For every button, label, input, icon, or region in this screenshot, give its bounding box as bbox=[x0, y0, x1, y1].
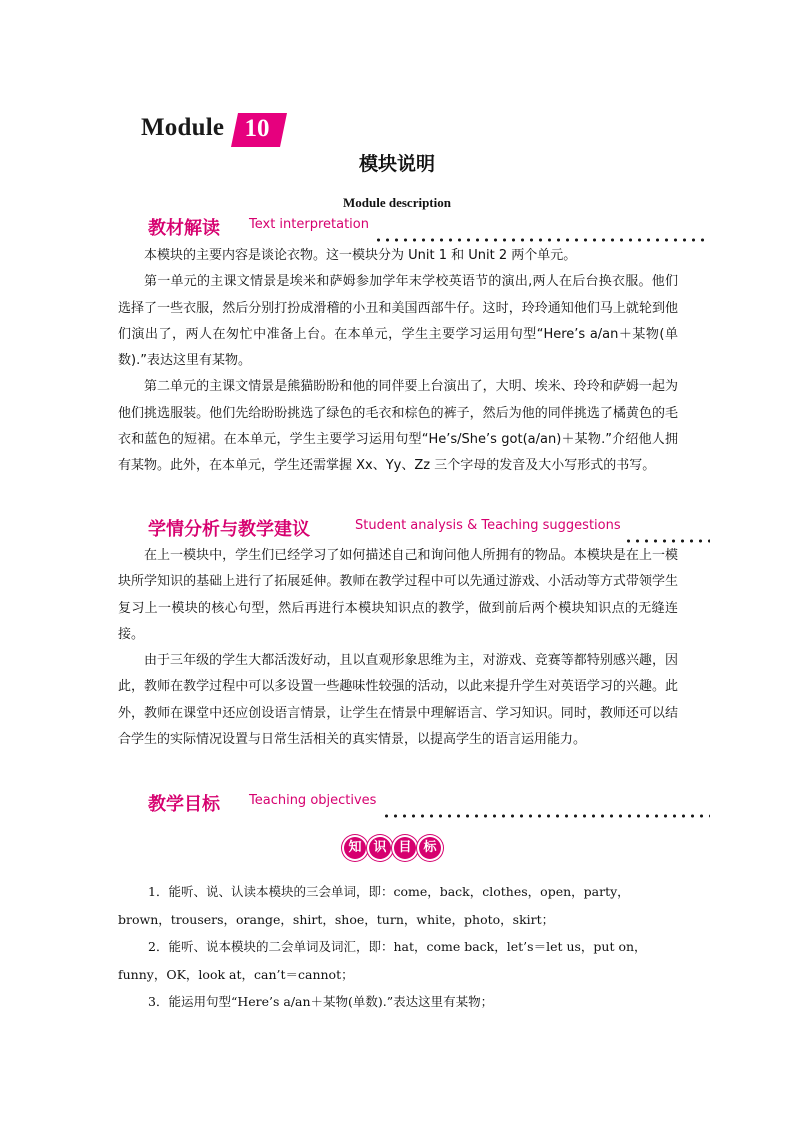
module-label: Module bbox=[141, 114, 225, 141]
module-number: 10 bbox=[244, 115, 270, 142]
paragraph: 第一单元的主课文情景是埃米和萨姆参加学年末学校英语节的演出,两人在后台换衣服。他们选择了一些衣服，然后分别打扮成滑稽的小丑和美国西部牛仔。这时，玲玲通知他们马上就轮到他们演出了，两人在匆忙中准备上台。在本单元，学生主要学习运用句型“Here’s a/an＋某物(单数).”表达这里有某物。 bbox=[118, 274, 678, 369]
dotted-divider bbox=[382, 814, 710, 818]
section-header-text-interpretation bbox=[148, 214, 710, 242]
objectives-list bbox=[118, 878, 678, 1016]
badge-char: 知 bbox=[344, 837, 366, 859]
student-analysis-body bbox=[118, 543, 678, 753]
paragraph: 在上一模块中，学生们已经学习了如何描述自己和询问他人所拥有的物品。本模块是在上一模块所学知识的基础上进行了拓展延伸。教师在教学过程中可以先通过游戏、小活动等方式带领学生复习上一模块的核心句型，然后再进行本模块知识点的教学，做到前后两个模块知识点的无缝连接。 bbox=[118, 548, 678, 642]
section-header-teaching-objectives bbox=[148, 790, 710, 818]
page-title: 模块说明 bbox=[358, 153, 435, 175]
objective-item: 2．能听、说本模块的二会单词及词汇，即：hat，come back，let’s＝let us，put on，funny，OK，look at，can’t＝cannot； bbox=[118, 939, 647, 982]
badge-char: 识 bbox=[369, 837, 391, 859]
page-subtitle: Module description bbox=[343, 195, 451, 210]
paragraph: 由于三年级的学生大都活泼好动，且以直观形象思维为主，对游戏、竞赛等都特别感兴趣，因此，教师在教学过程中可以多设置一些趣味性较强的活动，以此来提升学生对英语学习的兴趣。此外，教师在课堂中还应创设语言情景，让学生在情景中理解语言、学习知识。同时，教师还可以结合学生的实际情况设置与日常生活相关的真实情景，以提高学生的语言运用能力。 bbox=[118, 653, 678, 748]
section-title-en: Text interpretation bbox=[249, 217, 369, 232]
section-header-student-analysis bbox=[148, 515, 710, 543]
knowledge-objectives-badge bbox=[341, 837, 443, 865]
section-title-cn: 教材解读 bbox=[148, 218, 220, 239]
section-title-cn: 学情分析与教学建议 bbox=[148, 519, 310, 540]
text-interpretation-body bbox=[118, 243, 678, 480]
objective-item: 1．能听、说、认读本模块的三会单词，即：come，back，clothes，open，party，brown，trousers，orange，shirt，shoe，turn，white，photo，skirt； bbox=[118, 884, 630, 927]
objective-item: 3．能运用句型“Here’s a/an＋某物(单数).”表达这里有某物； bbox=[148, 994, 494, 1009]
badge-char: 标 bbox=[419, 837, 441, 859]
badge-char: 目 bbox=[394, 837, 416, 859]
dotted-divider bbox=[374, 238, 710, 242]
paragraph: 第二单元的主课文情景是熊猫盼盼和他的同伴要上台演出了，大明、埃米、玲玲和萨姆一起为他们挑选服装。他们先给盼盼挑选了绿色的毛衣和棕色的裤子，然后为他的同伴挑选了橘黄色的毛衣和蓝色的短裙。在本单元，学生主要学习运用句型“He’s/She’s got(a/an)＋某物.”介绍他人拥有某物。此外，在本单元，学生还需掌握 Xx、Yy、Zz 三个字母的发音及大小写形式的书写。 bbox=[118, 379, 678, 474]
section-title-en: Student analysis & Teaching suggestions bbox=[355, 518, 621, 533]
paragraph: 本模块的主要内容是谈论衣物。这一模块分为 Unit 1 和 Unit 2 两个单元。 bbox=[144, 248, 577, 263]
section-title-en: Teaching objectives bbox=[249, 793, 377, 808]
section-title-cn: 教学目标 bbox=[148, 794, 220, 815]
